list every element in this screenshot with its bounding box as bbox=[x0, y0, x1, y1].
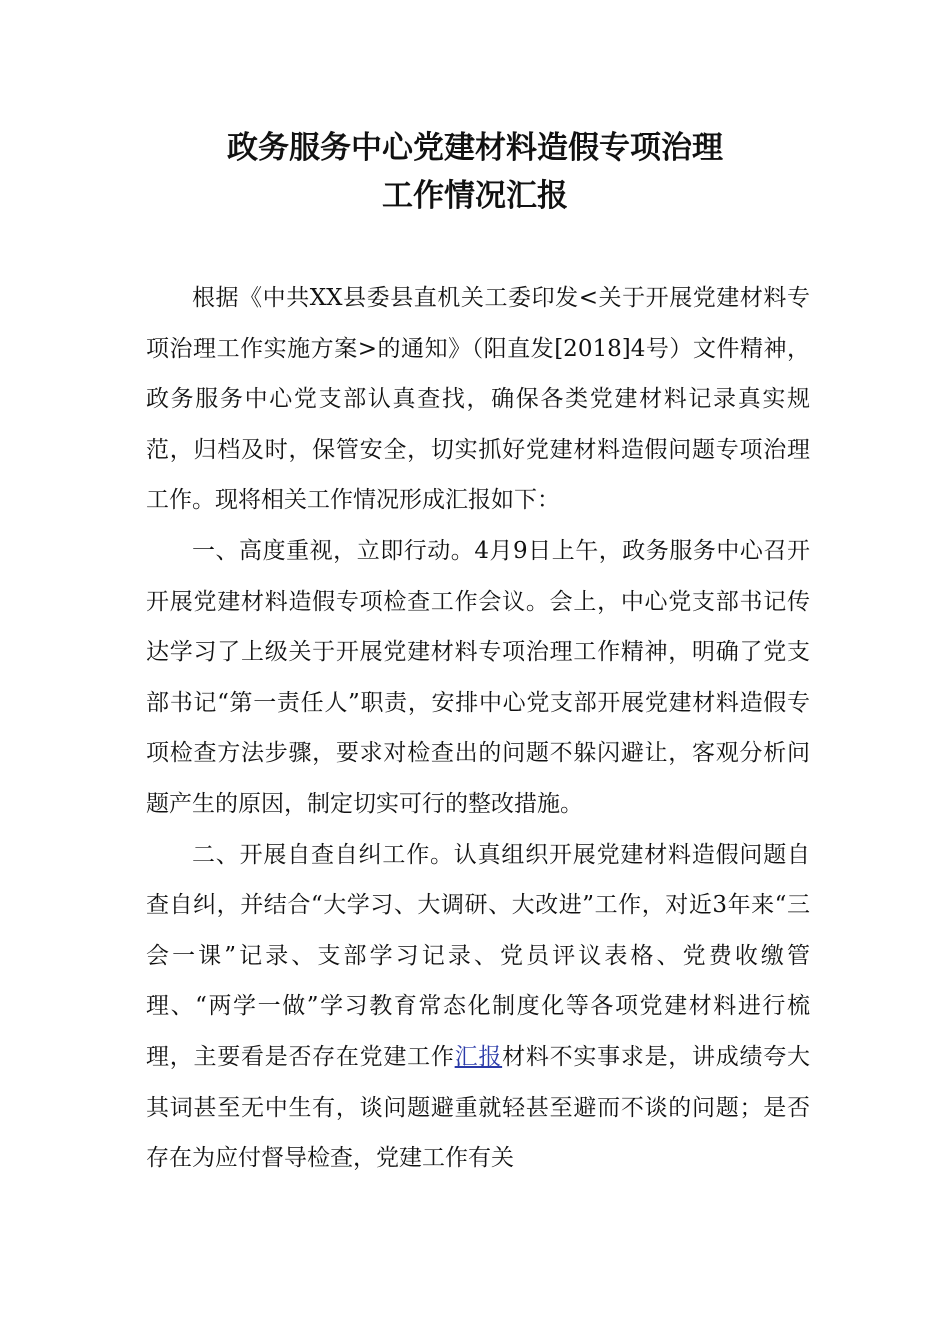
report-link[interactable]: 汇报 bbox=[454, 1043, 503, 1070]
document-title-line2: 工作情况汇报 bbox=[382, 178, 568, 214]
document-body bbox=[146, 273, 810, 1184]
paragraph-section-2-text-a: 二、开展自查自纠工作。认真组织开展党建材料造假问题自查自纠，并结合“大学习、大调研、大改进”工作，对近3年来“三会一课”记录、支部学习记录、党员评议表格、党费收缴管理、“两学一做”学习教育常态化制度化等各项党建材料进行梳理，主要看是否存在党建工作 bbox=[146, 841, 810, 1070]
paragraph-section-1: 一、高度重视，立即行动。4月9日上午，政务服务中心召开开展党建材料造假专项检查工作会议。会上，中心党支部书记传达学习了上级关于开展党建材料专项治理工作精神，明确了党支部书记“第一责任人”职责，安排中心党支部开展党建材料造假专项检查方法步骤，要求对检查出的问题不躲闪避让，客观分析问题产生的原因，制定切实可行的整改措施。 bbox=[146, 537, 810, 817]
paragraph-section-2-text-b: 材料不实事求是，讲成绩夸大其词甚至无中生有，谈问题避重就轻甚至避而不谈的问题；是否存在为应付督导检查，党建工作有关 bbox=[146, 1043, 811, 1172]
paragraph-section-2 bbox=[146, 830, 810, 1184]
paragraph-intro: 根据《中共XX县委县直机关工委印发<关于开展党建材料专项治理工作实施方案>的通知》（阳直发[2018]4号）文件精神，政务服务中心党支部认真查找，确保各类党建材料记录真实规范，归档及时，保管安全，切实抓好党建材料造假问题专项治理工作。现将相关工作情况形成汇报如下： bbox=[146, 285, 810, 514]
document-title-line1: 政务服务中心党建材料造假专项治理 bbox=[227, 130, 723, 166]
